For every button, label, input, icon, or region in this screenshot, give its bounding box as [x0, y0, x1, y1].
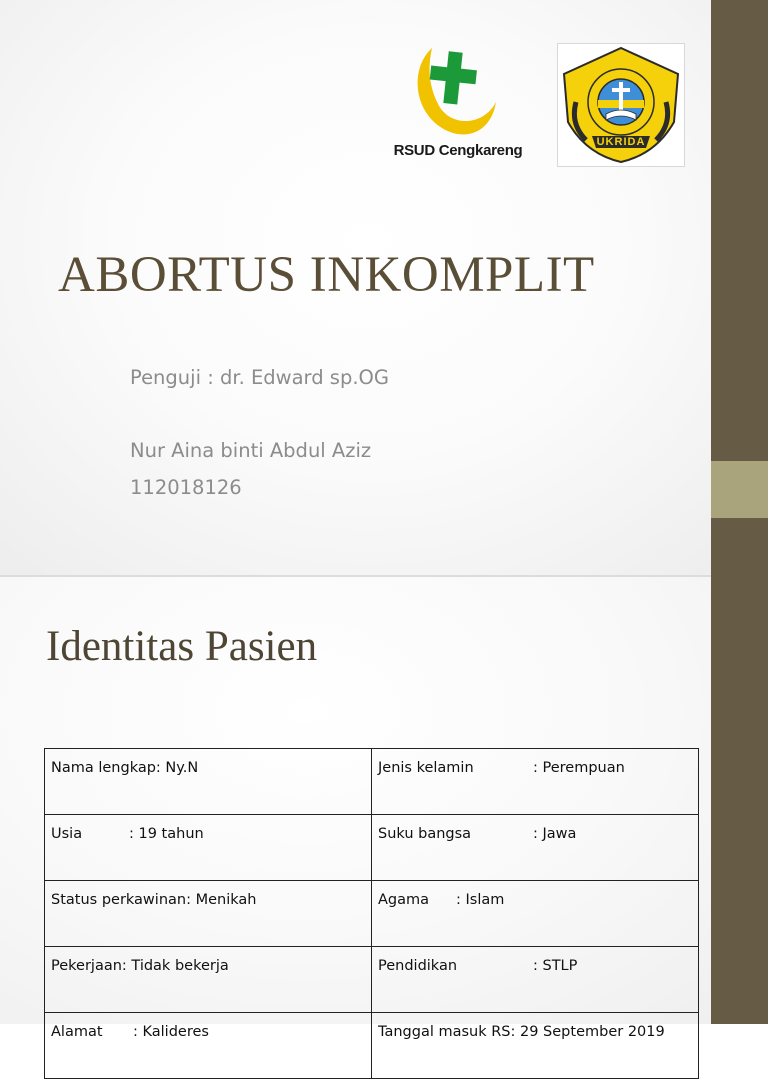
field-label: Pekerjaan: [51, 958, 127, 974]
rsud-logo-text: RSUD Cengkareng [393, 142, 523, 159]
field-value: : Kalideres [133, 1024, 209, 1040]
table-row [45, 1013, 699, 1079]
field-value: 29 September 2019 [515, 1024, 665, 1040]
field-value: : Jawa [533, 826, 577, 842]
table-row [45, 881, 699, 947]
field-value: : Perempuan [533, 760, 625, 776]
table-row [45, 947, 699, 1013]
crescent-cross-icon [388, 40, 528, 145]
field-value: : Islam [456, 892, 505, 908]
ukrida-logo-text: UKRIDA [596, 136, 646, 148]
table-row [45, 815, 699, 881]
field-value: : STLP [533, 958, 578, 974]
section-title: Identitas Pasien [46, 623, 318, 670]
field-value: Ny.N [160, 760, 199, 776]
rsud-cengkareng-logo [388, 40, 528, 175]
table-cell [45, 815, 372, 881]
field-label: Jenis kelamin [378, 760, 474, 776]
field-value: : 19 tahun [129, 826, 204, 842]
sidebar-accent [711, 461, 768, 518]
field-label: Tanggal masuk RS: [378, 1024, 516, 1040]
ukrida-logo [557, 43, 685, 167]
field-value: Tidak bekerja [126, 958, 229, 974]
table-cell [372, 881, 699, 947]
table-row [45, 749, 699, 815]
field-label: Usia [51, 826, 83, 842]
table-cell [372, 815, 699, 881]
field-value: Menikah [190, 892, 257, 908]
student-id: 112018126 [130, 476, 242, 499]
field-label: Alamat [51, 1024, 103, 1040]
field-label: Agama [378, 892, 430, 908]
field-label: Nama lengkap: [51, 760, 161, 776]
patient-identity-table [44, 748, 699, 1079]
table-cell [372, 749, 699, 815]
student-name: Nur Aina binti Abdul Aziz [130, 439, 372, 462]
field-label: Suku bangsa [378, 826, 472, 842]
slide-patient-identity [0, 577, 768, 1040]
examiner-line: Penguji : dr. Edward sp.OG [130, 366, 390, 389]
presentation-title: ABORTUS INKOMPLIT [58, 247, 595, 303]
field-label: Pendidikan [378, 958, 458, 974]
field-label: Status perkawinan: [51, 892, 191, 908]
table-cell [372, 1013, 699, 1079]
table-cell [45, 749, 372, 815]
table-cell [45, 947, 372, 1013]
table-cell [45, 1013, 372, 1079]
table-cell [372, 947, 699, 1013]
table-cell [45, 881, 372, 947]
